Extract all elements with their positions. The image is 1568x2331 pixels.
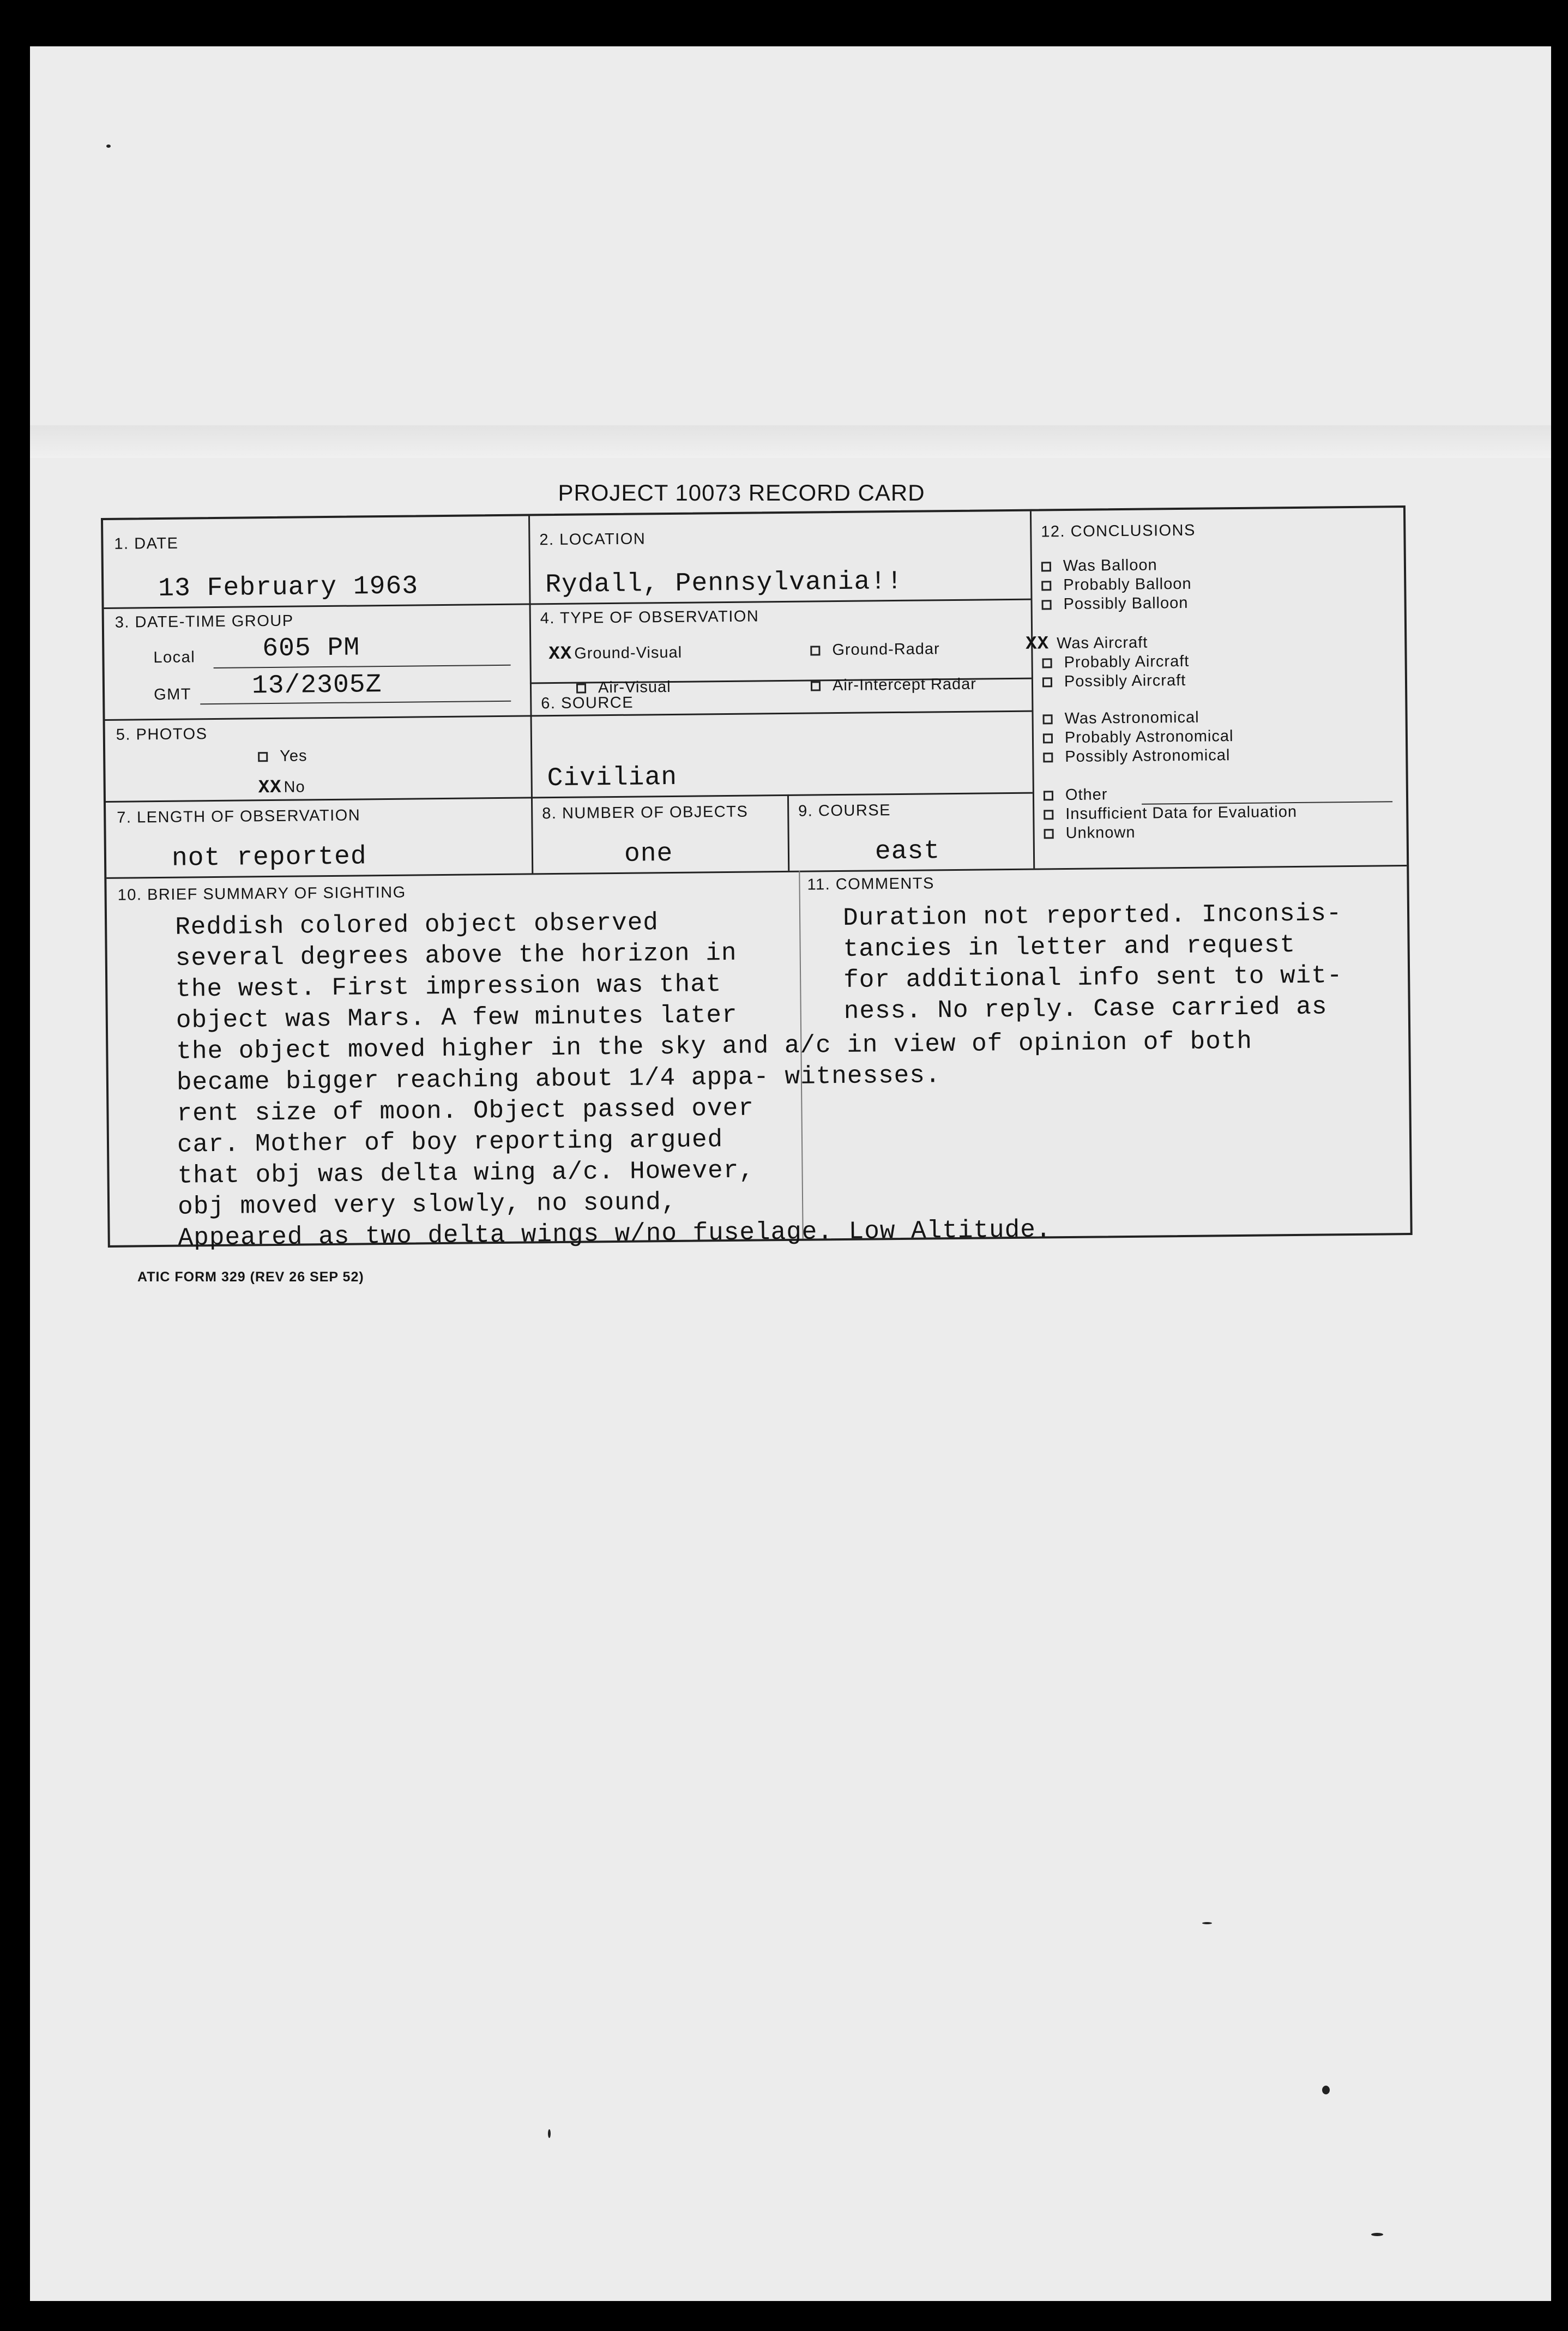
option-ground-visual: XX Ground-Visual [548, 643, 683, 665]
number-of-objects-label: 8. NUMBER OF OBJECTS [542, 803, 749, 823]
comments-label: 11. COMMENTS [807, 875, 935, 894]
conclusions-label: 12. CONCLUSIONS [1041, 521, 1196, 541]
length-of-observation-label: 7. LENGTH OF OBSERVATION [117, 806, 361, 827]
checkbox [1042, 600, 1052, 610]
summary-line: object was Mars. A few minutes later [176, 1001, 738, 1035]
checkbox [1042, 678, 1052, 688]
paper-crease [30, 425, 1551, 458]
option-was-aircraft: XX Was Aircraft [1026, 634, 1148, 655]
checkbox [811, 682, 821, 691]
summary-line: Reddish colored object observed [174, 908, 659, 942]
local-time-value: 605 PM [262, 633, 360, 664]
form-identifier: ATIC FORM 329 (REV 26 SEP 52) [137, 1269, 364, 1285]
summary-line: the object moved higher in the sky and a/c in view of opinion of both [176, 1027, 1253, 1066]
option-probably-aircraft: Probably Aircraft [1042, 653, 1189, 672]
option-ground-radar: Ground-Radar [810, 640, 940, 659]
local-time-label: Local [153, 648, 196, 667]
checkbox [1044, 791, 1053, 801]
date-value: 13 February 1963 [158, 571, 419, 604]
option-insufficient-data: Insufficient Data for Evaluation [1044, 803, 1297, 823]
photos-label: 5. PHOTOS [116, 725, 208, 744]
summary-line: obj moved very slowly, no sound, [177, 1188, 677, 1221]
comments-line: tancies in letter and request [843, 931, 1296, 963]
dust-speck [548, 2129, 551, 2138]
comments-line: Duration not reported. Inconsis- [842, 899, 1342, 932]
card-title: PROJECT 10073 RECORD CARD [558, 480, 925, 505]
option-probably-astronomical: Probably Astronomical [1043, 727, 1234, 747]
course-value: east [875, 836, 940, 867]
checkbox [1043, 734, 1053, 744]
option-photos-yes: Yes [258, 747, 307, 766]
checkbox [1044, 810, 1053, 820]
date-label: 1. DATE [114, 534, 179, 553]
dust-speck [1371, 2233, 1383, 2236]
gmt-value: 13/2305Z [251, 670, 382, 701]
course-label: 9. COURSE [798, 802, 891, 820]
summary-line: several degrees above the horizon in [175, 938, 737, 973]
summary-line: car. Mother of boy reporting argued [177, 1125, 723, 1159]
option-probably-balloon: Probably Balloon [1041, 575, 1192, 595]
type-of-observation-label: 4. TYPE OF OBSERVATION [540, 607, 759, 628]
location-label: 2. LOCATION [539, 530, 646, 549]
summary-label: 10. BRIEF SUMMARY OF SIGHTING [117, 883, 406, 904]
option-possibly-balloon: Possibly Balloon [1041, 594, 1188, 614]
comments-line: ness. No reply. Case carried as [843, 992, 1328, 1026]
checkbox [1041, 581, 1051, 591]
summary-line: the west. First impression was that [176, 970, 722, 1004]
option-air-visual: Air-Visual [576, 678, 671, 697]
checkbox [1043, 715, 1053, 725]
checkbox [576, 684, 586, 694]
dust-speck [106, 144, 111, 148]
comments-line: for additional info sent to wit- [843, 961, 1343, 995]
checked-mark: XX [548, 643, 572, 665]
length-of-observation-value: not reported [171, 842, 367, 874]
dust-speck [1322, 2086, 1330, 2094]
number-of-objects-value: one [624, 839, 673, 869]
summary-line: Appeared as two delta wings w/no fuselage. Low Altitude. [178, 1215, 1052, 1252]
summary-line: that obj was delta wing a/c. However, [177, 1156, 755, 1190]
summary-line: rent size of moon. Object passed over [177, 1094, 755, 1128]
source-value: Civilian [547, 762, 678, 794]
comments-text [843, 898, 1343, 1027]
option-possibly-astronomical: Possibly Astronomical [1043, 746, 1230, 766]
date-time-group-label: 3. DATE-TIME GROUP [114, 612, 294, 631]
option-was-balloon: Was Balloon [1041, 556, 1157, 575]
checkbox [258, 752, 268, 762]
option-other: Other [1044, 786, 1108, 804]
gmt-label: GMT [153, 685, 192, 704]
location-value: Rydall, Pennsylvania!! [545, 567, 903, 600]
dust-speck [1202, 1922, 1212, 1924]
option-air-intercept-radar: Air-Intercept Radar [811, 676, 976, 695]
summary-line: became bigger reaching about 1/4 appa- witnesses. [176, 1061, 941, 1097]
checkbox [810, 646, 820, 656]
option-was-astronomical: Was Astronomical [1042, 709, 1199, 728]
option-unknown: Unknown [1044, 824, 1135, 843]
checked-mark: XX [1026, 634, 1050, 655]
checkbox [1041, 562, 1051, 572]
checkbox [1042, 659, 1052, 668]
option-possibly-aircraft: Possibly Aircraft [1042, 672, 1186, 691]
source-label: 6. SOURCE [541, 694, 634, 713]
option-photos-no: XX No [258, 777, 305, 799]
checkbox [1044, 829, 1054, 839]
record-card [101, 505, 1413, 1252]
checked-mark: XX [258, 777, 282, 799]
checkbox [1043, 753, 1053, 763]
